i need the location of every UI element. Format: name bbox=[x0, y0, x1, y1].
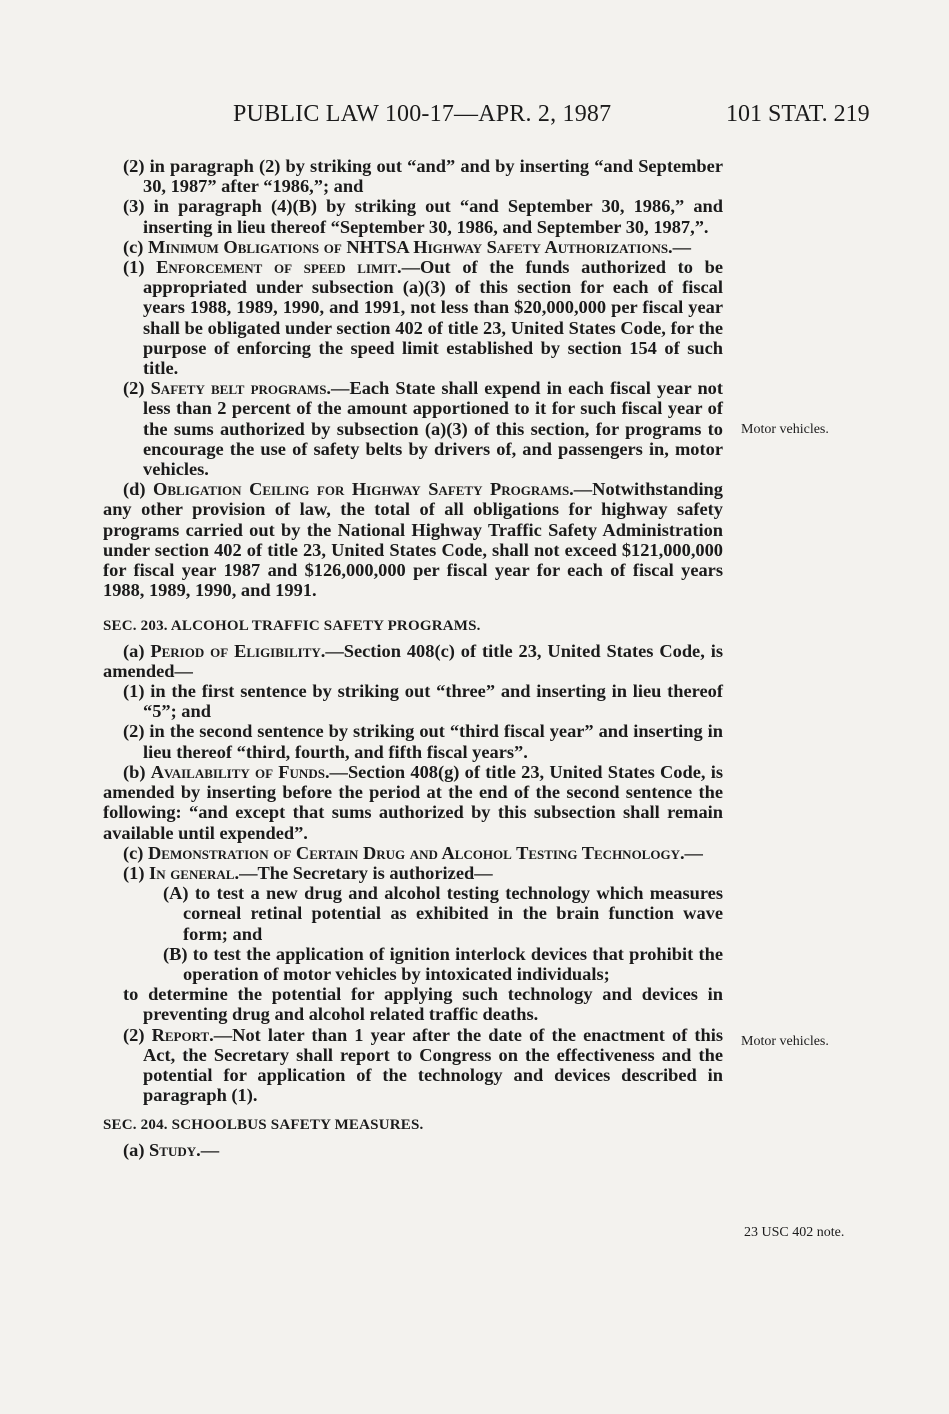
subsection-c-heading: (c) Minimum Obligations of NHTSA Highway Safety Authorizations.— bbox=[123, 236, 692, 257]
flush-language: to determine the potential for applying such technology and devices in preventing drug and alcohol related traffic deaths. bbox=[123, 984, 723, 1025]
subsection-d: (d) Obligation Ceiling for Highway Safety Programs.—Notwithstanding any other provision of law, the total of all obligations for highway safety programs carried out by the National Highway Traffic Safety Administration under section 402 of title 23, United States Code, shall not exceed $121,000,000 for fiscal year 1987 and $126,000,000 per fiscal year for each of fiscal years 1988, 1989, 1990, and 1991. bbox=[103, 479, 723, 601]
subsection-203-a: (a) Period of Eligibility.—Section 408(c) of title 23, United States Code, is amended— bbox=[103, 640, 723, 681]
margin-note-motor-vehicles-2: Motor vehicles. bbox=[741, 1034, 829, 1049]
subparagraph-A: (A) to test a new drug and alcohol testing technology which measures corneal retinal potential as exhibited in the brain function wave form; and bbox=[163, 883, 723, 944]
running-head: PUBLIC LAW 100-17—APR. 2, 1987 bbox=[233, 101, 612, 127]
margin-note-usc-citation: 23 USC 402 note. bbox=[744, 1225, 845, 1240]
paragraph-2-amendment: (2) in paragraph (2) by striking out “and” and by inserting “and September 30, 1987” after “1986,”; and bbox=[123, 156, 723, 197]
paragraph-c1: (1) Enforcement of speed limit.—Out of the funds authorized to be appropriated under subsection (a)(3) of this section for each of fiscal years 1988, 1989, 1990, and 1991, not less than $20,000,000 per fiscal year shall be obligated under section 402 of title 23, United States Code, for the purpose of enforcing the speed limit established by section 154 of such title. bbox=[123, 257, 723, 379]
page-header bbox=[0, 101, 949, 137]
section-204-heading: SEC. 204. SCHOOLBUS SAFETY MEASURES. bbox=[103, 1117, 424, 1134]
paragraph-203-a1: (1) in the first sentence by striking out “three” and inserting in lieu thereof “5”; and bbox=[123, 681, 723, 722]
subsection-204-a: (a) Study.— bbox=[123, 1139, 220, 1160]
subsection-203-b: (b) Availability of Funds.—Section 408(g) of title 23, United States Code, is amended by inserting before the period at the end of the second sentence the following: “and except that sums authorized by this subsection shall remain available until expended”. bbox=[103, 761, 723, 843]
law-text-body bbox=[103, 156, 723, 1160]
paragraph-203-a2: (2) in the second sentence by striking out “third fiscal year” and inserting in lieu thereof “third, fourth, and fifth fiscal years”. bbox=[123, 721, 723, 762]
section-203-heading: SEC. 203. ALCOHOL TRAFFIC SAFETY PROGRAMS. bbox=[103, 618, 481, 635]
paragraph-c2: (2) Safety belt programs.—Each State shall expend in each fiscal year not less than 2 percent of the amount apportioned to it for such fiscal year of the sums authorized by subsection (a)(3) of this section, for programs to encourage the use of safety belts by drivers of, and passengers in, motor vehicles. bbox=[123, 378, 724, 480]
page-number: 101 STAT. 219 bbox=[726, 101, 870, 127]
paragraph-203-c1: (1) In general.—The Secretary is authorized— bbox=[123, 862, 493, 883]
paragraph-3-amendment: (3) in paragraph (4)(B) by striking out “and September 30, 1986,” and inserting in lieu thereof “September 30, 1986, and September 30, 1987,”. bbox=[123, 196, 723, 237]
subparagraph-B: (B) to test the application of ignition interlock devices that prohibit the operation of motor vehicles by intoxicated individuals; bbox=[163, 943, 723, 984]
subsection-203-c-heading: (c) Demonstration of Certain Drug and Alcohol Testing Technology.— bbox=[123, 842, 703, 863]
margin-note-motor-vehicles-1: Motor vehicles. bbox=[741, 422, 829, 437]
paragraph-203-c2: (2) Report.—Not later than 1 year after the date of the enactment of this Act, the Secretary shall report to Congress on the effectiveness and the potential for application of the technology and devices described in paragraph (1). bbox=[123, 1024, 723, 1106]
